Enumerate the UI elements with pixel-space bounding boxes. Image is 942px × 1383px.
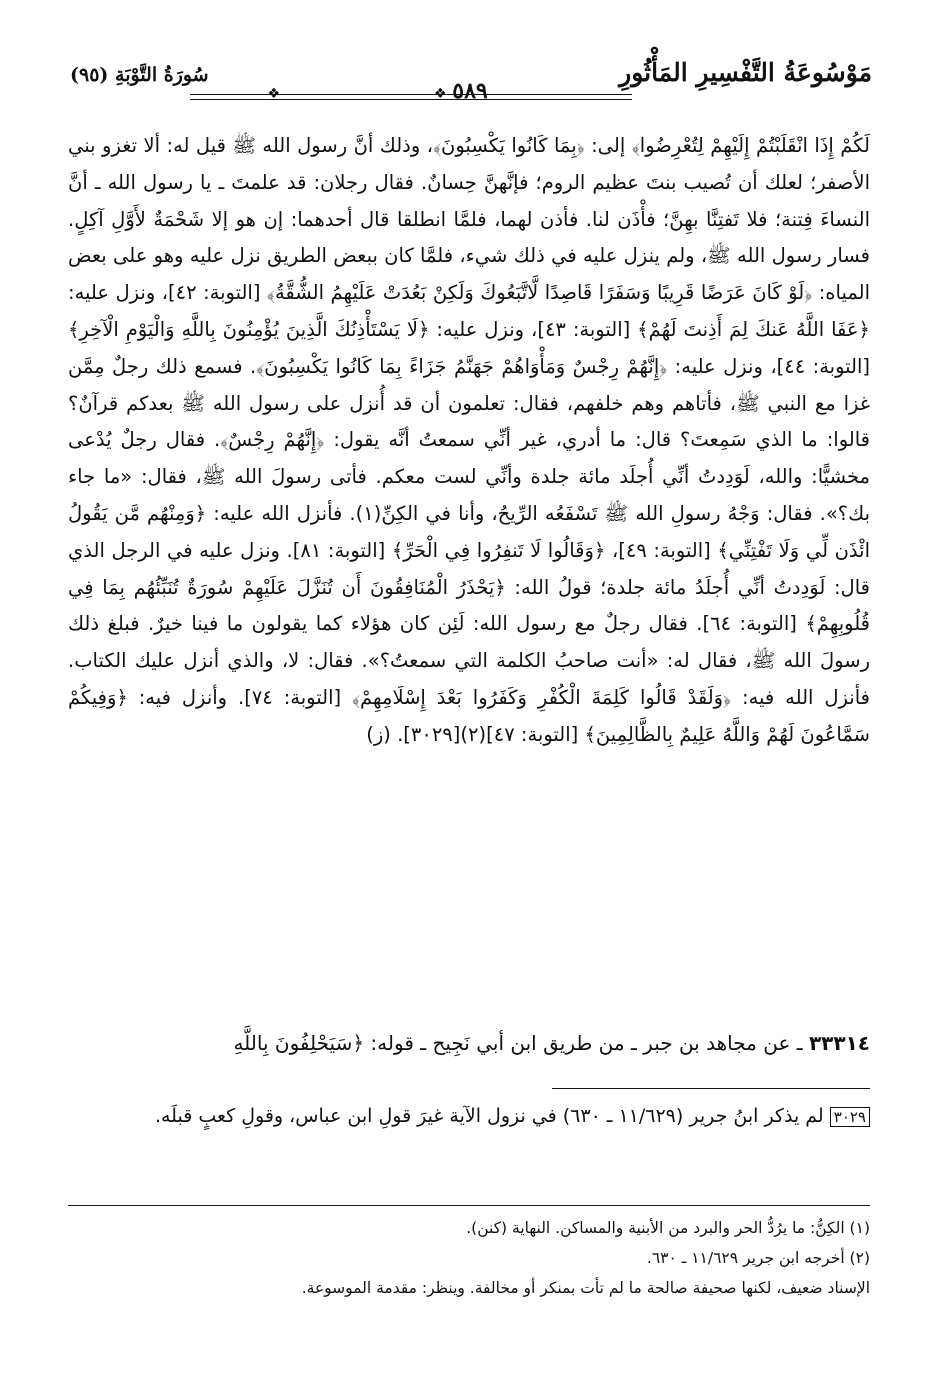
ornament-icon: ❖ (267, 86, 280, 102)
main-text: لَكُمْ إِذَا انْقَلَبْتُمْ إِلَيْهِمْ لِتُعْرِضُوا﴾ إلى: ﴿بِمَا كَانُوا يَكْسِبُونَ﴾، وذلك أنَّ رسول الله ﷺ قيل له: ألا تغزو بني الأصفر؛ لعلك أن تُصيب بنتَ عظيم الروم؛ فإنَّهنَّ حِسانٌ. فقال رجلان: قد علمتَ ـ يا رسول الله ـ أنَّ النساءَ فِتنة؛ فلا تَفتِنَّا بهِنَّ؛ فأْذَن لنا. فأذن لهما، فلمَّا انطلقا قال أحدهما: إن هو إلا شَحْمَةٌ لأَوَّلِ آكِلٍ. فسار رسول الله ﷺ، ولم ينزل عليه في ذلك شيء، فلمَّا كان ببعض الطريق نزل عليه وهو على بعض المياه: ﴿لَوْ كَانَ عَرَضًا قَرِيبًا وَسَفَرًا قَاصِدًا لَّاتَّبَعُوكَ وَلَكِنْ بَعُدَتْ عَلَيْهِمُ الشُّقَّةُ﴾ [التوبة: ٤٢]، ونزل عليه: ﴿عَفَا اللَّهُ عَنكَ لِمَ أَذِنتَ لَهُمْ﴾ [التوبة: ٤٣]، ونزل عليه: ﴿لَا يَسْتَأْذِنُكَ الَّذِينَ يُؤْمِنُونَ بِاللَّهِ وَالْيَوْمِ الْآخِرِ﴾ [التوبة: ٤٤]، ونزل عليه: ﴿إِنَّهُمْ رِجْسٌ وَمَأْوَاهُمْ جَهَنَّمُ جَزَاءً بِمَا كَانُوا يَكْسِبُونَ﴾. فسمع ذلك رجلٌ مِمَّن غزا مع النبي ﷺ، فأتاهم وهم خلفهم، فقال: تعلمون أن قد أُنزل على رسول الله ﷺ بعدكم قرآنٌ؟ قالوا: ما الذي سَمِعتَ؟ قال: ما أدري، غير أنِّي سمعتُ أنَّه يقول: ﴿إِنَّهُمْ رِجْسٌ﴾. فقال رجلٌ يُدْعى مخشيًّا: والله، لَوَدِدتُ أنِّي أُجلَد مائة جلدة وأنِّي لست معكم. فأتى رسولَ الله ﷺ، فقال: «ما جاء بك؟». فقال: وَجْهُ رسولِ الله ﷺ تَسْفَعُه الرِّيحُ، وأنا في الكِنِّ(١). فأنزل الله عليه: ﴿وَمِنْهُم مَّن يَقُولُ ائْذَن لِّي وَلَا تَفْتِنِّي﴾ [التوبة: ٤٩]، ﴿وَقَالُوا لَا تَنفِرُوا فِي الْحَرِّ﴾ [التوبة: ٨١]. ونزل عليه في الرجل الذي قال: لَوَدِدتُ أنِّي أُجلَدُ مائة جلدة؛ قولُ الله: ﴿يَحْذَرُ الْمُنَافِقُونَ أَن تُنَزَّلَ عَلَيْهِمْ سُورَةٌ تُنَبِّئُهُم بِمَا فِي قُلُوبِهِمْ﴾ [التوبة: ٦٤]. فقال رجلٌ مع رسول الله: لَئِن كان هؤلاء كما يقولون ما فينا خيرٌ. فبلغ ذلك رسولَ الله ﷺ، فقال له: «أنت صاحبُ الكلمة التي سمعتُ؟». فقال: لا، والذي أنزل عليك الكتاب. فأنزل الله فيه: ﴿وَلَقَدْ قَالُوا كَلِمَةَ الْكُفْرِ وَكَفَرُوا بَعْدَ إِسْلَامِهِمْ﴾ [التوبة: ٧٤]. وأنزل فيه: ﴿وَفِيكُمْ سَمَّاعُونَ لَهُمْ وَاللَّهُ عَلِيمٌ بِالظَّالِمِينَ﴾ [التوبة: ٤٧](٢)[٣٠٢٩]. (ز) (68, 134, 870, 746)
header-rule-left (190, 94, 430, 100)
hadith-entry (68, 1025, 870, 1061)
page-number: ٥٨٩ (452, 78, 488, 104)
commentary-divider (552, 1088, 870, 1089)
book-title: مَوْسُوعَةُ التَّفْسِيرِ المَأْثُورِ (619, 58, 872, 87)
footnote-divider (68, 1205, 870, 1206)
commentary-ref-badge: ٣٠٢٩ (830, 1107, 870, 1127)
surah-title: سُورَةُ التَّوْبَةِ (٩٥) (70, 64, 209, 86)
page-header (70, 58, 872, 108)
hadith-number: ٣٣٣١٤ (808, 1031, 870, 1055)
hadith-text: ـ عن مجاهد بن جبر ـ من طريق ابن أبي نَجِيح ـ قوله: ﴿سَيَحْلِفُونَ بِاللَّهِ (233, 1031, 809, 1055)
ornament-icon: ❖ (434, 86, 447, 102)
footnote: الإسناد ضعيف، لكنها صحيفة صالحة ما لم تأت بمنكر أو مخالفة. وينظر: مقدمة الموسوعة. (301, 1279, 870, 1297)
footnote: (٢) أخرجه ابن جرير ١١/٦٢٩ ـ ٦٣٠. (646, 1249, 870, 1267)
commentary-note (68, 1098, 870, 1135)
footnote: (١) الكِنُّ: ما يرُدُّ الحر والبرد من الأبنية والمساكن. النهاية (كنن). (466, 1219, 870, 1237)
commentary-text: لم يذكر ابنُ جرير (١١/٦٢٩ ـ ٦٣٠) في نزول الآية غيرَ قولِ ابن عباس، وقولِ كعبٍ قبلَه. (154, 1105, 830, 1127)
